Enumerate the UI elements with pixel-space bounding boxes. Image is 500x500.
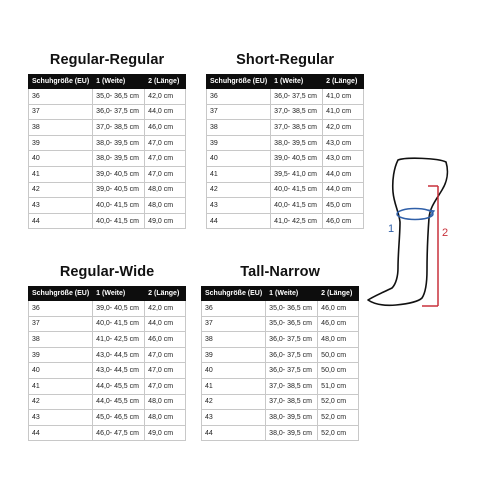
cell-width: 39,0- 40,5 cm	[271, 151, 323, 167]
cell-width: 38,0- 39,5 cm	[271, 135, 323, 151]
cell-length: 47,0 cm	[145, 151, 186, 167]
cell-length: 49,0 cm	[145, 425, 186, 441]
cell-width: 37,0- 38,5 cm	[271, 104, 323, 120]
cell-width: 36,0- 37,5 cm	[266, 347, 318, 363]
table-row	[207, 213, 364, 229]
cell-shoe-size: 41	[29, 166, 93, 182]
table-row	[202, 316, 359, 332]
cell-length: 51,0 cm	[318, 378, 359, 394]
cell-shoe-size: 38	[29, 332, 93, 348]
table-block-short-regular	[206, 52, 364, 229]
cell-shoe-size: 44	[29, 425, 93, 441]
cell-length: 46,0 cm	[145, 332, 186, 348]
cell-shoe-size: 40	[202, 363, 266, 379]
cell-shoe-size: 43	[29, 198, 93, 214]
cell-width: 39,0- 40,5 cm	[93, 182, 145, 198]
table-row	[202, 347, 359, 363]
cell-shoe-size: 37	[29, 316, 93, 332]
cell-width: 40,0- 41,5 cm	[271, 198, 323, 214]
cell-length: 48,0 cm	[145, 410, 186, 426]
cell-length: 46,0 cm	[318, 301, 359, 317]
table-title: Tall-Narrow	[240, 264, 320, 280]
cell-shoe-size: 44	[29, 213, 93, 229]
height-label: 2	[442, 227, 449, 239]
table-row	[29, 89, 186, 105]
cell-shoe-size: 39	[29, 347, 93, 363]
table-row	[29, 213, 186, 229]
cell-length: 48,0 cm	[145, 394, 186, 410]
table-row	[207, 182, 364, 198]
cell-shoe-size: 41	[29, 378, 93, 394]
cell-shoe-size: 38	[202, 332, 266, 348]
table-row	[29, 425, 186, 441]
size-table	[28, 286, 186, 441]
cell-width: 41,0- 42,5 cm	[271, 213, 323, 229]
table-row	[207, 151, 364, 167]
table-row	[29, 378, 186, 394]
cell-width: 36,0- 37,5 cm	[266, 332, 318, 348]
table-row	[29, 104, 186, 120]
cell-shoe-size: 38	[29, 120, 93, 136]
cell-length: 50,0 cm	[318, 363, 359, 379]
cell-width: 37,0- 38,5 cm	[93, 120, 145, 136]
table-row	[207, 135, 364, 151]
table-row	[202, 301, 359, 317]
cell-length: 46,0 cm	[323, 213, 364, 229]
table-row	[29, 301, 186, 317]
cell-length: 47,0 cm	[145, 347, 186, 363]
cell-width: 35,0- 36,5 cm	[93, 89, 145, 105]
cell-width: 40,0- 41,5 cm	[93, 213, 145, 229]
cell-shoe-size: 36	[202, 301, 266, 317]
table-row	[207, 89, 364, 105]
cell-shoe-size: 41	[207, 166, 271, 182]
table-row	[29, 332, 186, 348]
header-shoe-size: Schuhgröße (EU)	[202, 287, 266, 301]
cell-width: 38,0- 39,5 cm	[93, 151, 145, 167]
size-table	[28, 74, 186, 229]
table-body	[202, 301, 359, 441]
table-body	[29, 301, 186, 441]
cell-length: 47,0 cm	[145, 166, 186, 182]
cell-length: 44,0 cm	[323, 182, 364, 198]
cell-shoe-size: 43	[202, 410, 266, 426]
cell-shoe-size: 41	[202, 378, 266, 394]
cell-length: 52,0 cm	[318, 410, 359, 426]
cell-width: 44,0- 45,5 cm	[93, 378, 145, 394]
cell-length: 42,0 cm	[323, 120, 364, 136]
cell-width: 35,0- 36,5 cm	[266, 301, 318, 317]
table-row	[202, 378, 359, 394]
table-row	[29, 182, 186, 198]
table-title: Short-Regular	[236, 52, 335, 68]
table-row	[202, 363, 359, 379]
cell-width: 43,0- 44,5 cm	[93, 363, 145, 379]
cell-width: 38,0- 39,5 cm	[266, 410, 318, 426]
cell-length: 43,0 cm	[323, 151, 364, 167]
cell-width: 43,0- 44,5 cm	[93, 347, 145, 363]
cell-length: 52,0 cm	[318, 394, 359, 410]
table-row	[207, 104, 364, 120]
table-header-row	[29, 75, 186, 89]
table-body	[29, 89, 186, 229]
table-row	[202, 410, 359, 426]
cell-shoe-size: 40	[207, 151, 271, 167]
cell-shoe-size: 36	[29, 301, 93, 317]
table-block-regular-regular	[28, 52, 186, 229]
table-header-row	[207, 75, 364, 89]
cell-width: 41,0- 42,5 cm	[93, 332, 145, 348]
cell-width: 40,0- 41,5 cm	[93, 198, 145, 214]
leg-outline-icon	[368, 158, 447, 305]
cell-width: 39,0- 40,5 cm	[93, 166, 145, 182]
cell-shoe-size: 39	[29, 135, 93, 151]
cell-shoe-size: 42	[207, 182, 271, 198]
cell-width: 40,0- 41,5 cm	[271, 182, 323, 198]
table-body	[207, 89, 364, 229]
header-length: 2 (Länge)	[145, 287, 186, 301]
cell-shoe-size: 37	[29, 104, 93, 120]
header-width: 1 (Weite)	[93, 75, 145, 89]
cell-shoe-size: 44	[202, 425, 266, 441]
cell-length: 41,0 cm	[323, 89, 364, 105]
cell-length: 46,0 cm	[318, 316, 359, 332]
header-width: 1 (Weite)	[271, 75, 323, 89]
leg-measurement-diagram	[358, 152, 500, 320]
cell-width: 36,0- 37,5 cm	[93, 104, 145, 120]
cell-shoe-size: 42	[29, 182, 93, 198]
cell-length: 47,0 cm	[145, 378, 186, 394]
cell-shoe-size: 39	[207, 135, 271, 151]
cell-shoe-size: 44	[207, 213, 271, 229]
cell-shoe-size: 36	[207, 89, 271, 105]
size-table	[201, 286, 359, 441]
cell-shoe-size: 40	[29, 363, 93, 379]
cell-length: 44,0 cm	[145, 316, 186, 332]
cell-shoe-size: 39	[202, 347, 266, 363]
table-block-regular-wide	[28, 264, 186, 441]
cell-length: 42,0 cm	[145, 301, 186, 317]
cell-shoe-size: 37	[207, 104, 271, 120]
cell-width: 38,0- 39,5 cm	[93, 135, 145, 151]
cell-shoe-size: 43	[207, 198, 271, 214]
table-row	[29, 135, 186, 151]
circumference-label: 1	[388, 223, 395, 235]
header-length: 2 (Länge)	[318, 287, 359, 301]
cell-length: 52,0 cm	[318, 425, 359, 441]
cell-shoe-size: 42	[202, 394, 266, 410]
table-row	[207, 120, 364, 136]
cell-length: 48,0 cm	[145, 198, 186, 214]
table-row	[202, 394, 359, 410]
table-row	[207, 198, 364, 214]
size-table	[206, 74, 364, 229]
cell-width: 39,5- 41,0 cm	[271, 166, 323, 182]
table-row	[29, 120, 186, 136]
cell-width: 37,0- 38,5 cm	[266, 378, 318, 394]
cell-length: 46,0 cm	[145, 120, 186, 136]
cell-width: 46,0- 47,5 cm	[93, 425, 145, 441]
cell-length: 49,0 cm	[145, 213, 186, 229]
table-block-tall-narrow	[201, 264, 359, 441]
table-row	[29, 316, 186, 332]
cell-length: 43,0 cm	[323, 135, 364, 151]
cell-width: 45,0- 46,5 cm	[93, 410, 145, 426]
cell-length: 47,0 cm	[145, 363, 186, 379]
cell-length: 42,0 cm	[145, 89, 186, 105]
header-shoe-size: Schuhgröße (EU)	[29, 75, 93, 89]
cell-length: 45,0 cm	[323, 198, 364, 214]
cell-shoe-size: 37	[202, 316, 266, 332]
cell-width: 39,0- 40,5 cm	[93, 301, 145, 317]
table-row	[202, 425, 359, 441]
cell-shoe-size: 36	[29, 89, 93, 105]
table-title: Regular-Regular	[49, 52, 165, 68]
table-header-row	[29, 287, 186, 301]
header-length: 2 (Länge)	[323, 75, 364, 89]
table-title: Regular-Wide	[59, 264, 155, 280]
cell-width: 35,0- 36,5 cm	[266, 316, 318, 332]
cell-length: 44,0 cm	[145, 104, 186, 120]
cell-length: 48,0 cm	[145, 182, 186, 198]
table-row	[29, 347, 186, 363]
header-shoe-size: Schuhgröße (EU)	[207, 75, 271, 89]
cell-width: 40,0- 41,5 cm	[93, 316, 145, 332]
cell-shoe-size: 40	[29, 151, 93, 167]
cell-width: 44,0- 45,5 cm	[93, 394, 145, 410]
header-width: 1 (Weite)	[266, 287, 318, 301]
table-row	[29, 198, 186, 214]
cell-width: 38,0- 39,5 cm	[266, 425, 318, 441]
table-header-row	[202, 287, 359, 301]
cell-length: 48,0 cm	[318, 332, 359, 348]
header-width: 1 (Weite)	[93, 287, 145, 301]
cell-shoe-size: 42	[29, 394, 93, 410]
cell-shoe-size: 38	[207, 120, 271, 136]
table-row	[29, 166, 186, 182]
cell-width: 37,0- 38,5 cm	[266, 394, 318, 410]
cell-width: 37,0- 38,5 cm	[271, 120, 323, 136]
header-length: 2 (Länge)	[145, 75, 186, 89]
table-row	[207, 166, 364, 182]
cell-length: 50,0 cm	[318, 347, 359, 363]
table-row	[202, 332, 359, 348]
cell-width: 36,0- 37,5 cm	[271, 89, 323, 105]
table-row	[29, 151, 186, 167]
table-row	[29, 410, 186, 426]
cell-length: 41,0 cm	[323, 104, 364, 120]
cell-length: 44,0 cm	[323, 166, 364, 182]
table-row	[29, 363, 186, 379]
header-shoe-size: Schuhgröße (EU)	[29, 287, 93, 301]
cell-width: 36,0- 37,5 cm	[266, 363, 318, 379]
table-row	[29, 394, 186, 410]
cell-length: 47,0 cm	[145, 135, 186, 151]
cell-shoe-size: 43	[29, 410, 93, 426]
